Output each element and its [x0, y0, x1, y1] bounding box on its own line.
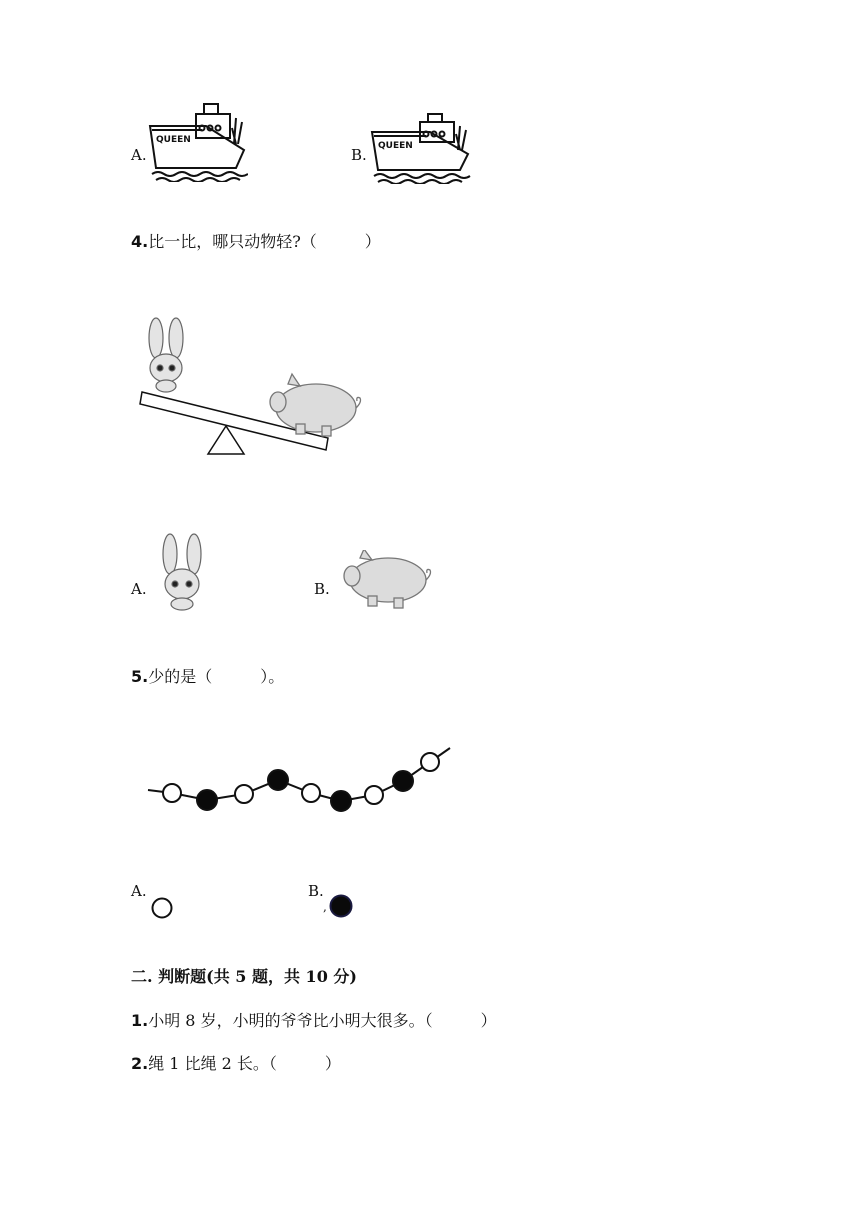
ship-b-name: QUEEN [378, 141, 413, 151]
black-bead [393, 771, 413, 791]
judge-question-2 [131, 1051, 341, 1074]
question-4 [131, 229, 381, 252]
question-number: 5. [131, 667, 149, 686]
question-5 [131, 664, 284, 687]
judge-question-1 [131, 1008, 497, 1031]
question-number: 1. [131, 1011, 149, 1030]
black-bead [268, 770, 288, 790]
q5-option-b-label: B. [308, 882, 324, 900]
question-text: 小明 8 岁，小明的爷爷比小明大很多。（ ） [148, 1011, 497, 1030]
section-title: 二. 判断题(共 5 题，共 10 分) [131, 967, 357, 986]
ship-icon [368, 112, 474, 184]
q5-option-a-label: A. [131, 882, 147, 900]
black-bead [331, 791, 351, 811]
black-bead [197, 790, 217, 810]
black-bead-icon [328, 893, 354, 919]
white-bead [163, 784, 181, 802]
q3-option-a-label: A. [131, 146, 147, 164]
question-number: 4. [131, 232, 149, 251]
question-text: 绳 1 比绳 2 长。（ ） [148, 1054, 341, 1073]
q4-option-a-label: A. [131, 580, 147, 598]
pig-icon [342, 550, 440, 610]
white-bead [302, 784, 320, 802]
question-number: 2. [131, 1054, 149, 1073]
q5-option-b-tick: , [323, 900, 327, 914]
bead-string-illustration [146, 740, 456, 820]
white-bead [235, 785, 253, 803]
rabbit-icon [149, 318, 183, 392]
question-text: 比一比，哪只动物轻?（ ） [148, 232, 381, 251]
white-bead-icon [150, 896, 174, 920]
white-bead [365, 786, 383, 804]
white-bead [421, 753, 439, 771]
rabbit-icon [152, 530, 214, 612]
question-text: 少的是（ ）。 [148, 667, 285, 686]
ship-icon [146, 100, 248, 182]
ship-a-name: QUEEN [156, 135, 191, 145]
q3-option-b-label: B. [351, 146, 367, 164]
q4-option-b-label: B. [314, 580, 330, 598]
seesaw-illustration [136, 312, 376, 462]
